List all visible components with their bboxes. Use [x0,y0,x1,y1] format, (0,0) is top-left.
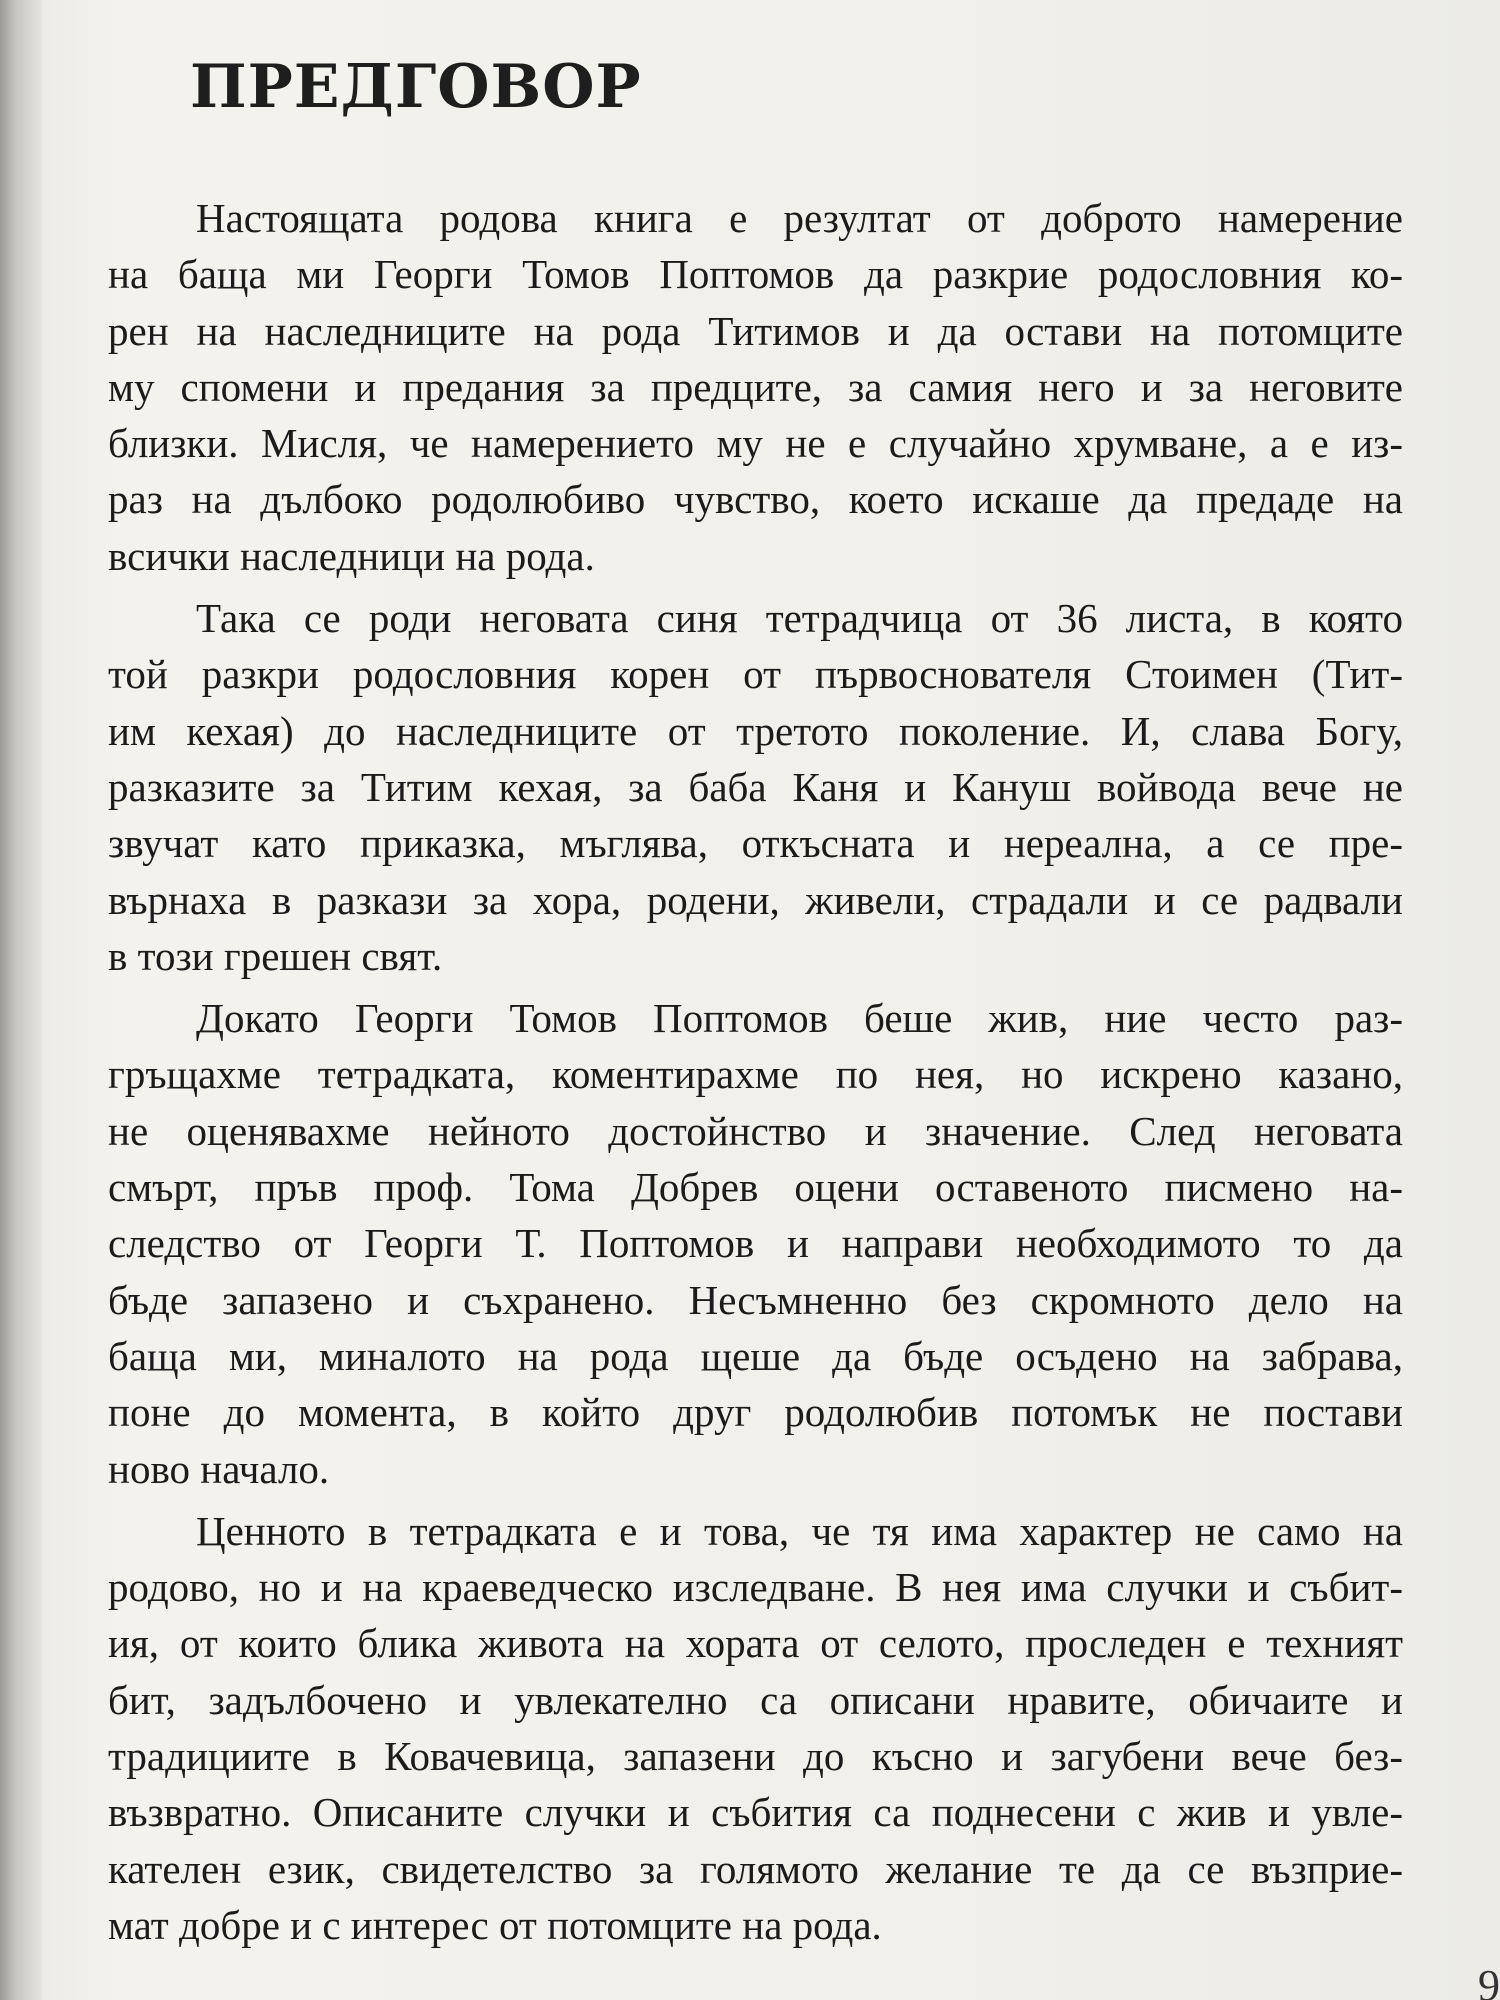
paragraph [108,1503,1403,1953]
text-line: му спомени и предания за предците, за самия него и за неговите [108,363,1403,410]
text-line: Ценното в тетрадката е и това, че тя има характер не само на [196,1507,1403,1554]
text-line: ия, от които блика живота на хората от селото, проследен е техният [108,1620,1403,1667]
text-line: в този грешен свят. [108,932,443,979]
paragraph [108,990,1403,1497]
text-line: гръщахме тетрадката, коментирахме по нея, но искрено казано, [108,1051,1403,1098]
text-line: разказите за Титим кехая, за баба Каня и Кануш войвода вече не [108,763,1403,810]
text-line: звучат като приказка, мъглява, откъсната и нереална, а се пре- [108,820,1403,867]
text-line: раз на дълбоко родолюбиво чувство, което искаше да предаде на [108,476,1403,523]
text-line: възвратно. Описаните случки и събития са поднесени с жив и увле- [108,1789,1403,1836]
text-line: Докато Георги Томов Поптомов беше жив, ние често раз- [196,995,1403,1042]
text-line: върнаха в разкази за хора, родени, живели, страдали и се радвали [108,876,1403,923]
text-line: им кехая) до наследниците от третото поколение. И, слава Богу, [108,707,1403,754]
text-line: баща ми, миналото на рода щеше да бъде осъдено на забрава, [108,1332,1403,1379]
text-line: на баща ми Георги Томов Поптомов да разкрие родословния ко- [108,251,1403,298]
text-line: бит, задълбочено и увлекателно са описани нравите, обичаите и [108,1676,1403,1723]
text-line: традициите в Ковачевица, запазени до късно и загубени вече без- [108,1733,1403,1780]
book-spine-shadow [0,0,42,2000]
paragraph [108,190,1403,584]
text-line: следство от Георги Т. Поптомов и направи необходимото то да [108,1220,1403,1267]
text-line: Настоящата родова книга е резултат от доброто намерение [196,195,1403,241]
page-title: ПРЕДГОВОР [190,52,642,122]
text-line: кателен език, свидетелство за голямото желание те да се възприе- [108,1845,1403,1892]
text-line: родово, но и на краеведческо изследване. В нея има случки и събит- [108,1564,1403,1611]
body-text [108,190,1403,1959]
text-line: близки. Мисля, че намерението му не е случайно хрумване, а е из- [108,420,1403,467]
text-line: бъде запазено и съхранено. Несъмненно без скромното дело на [108,1276,1403,1323]
text-line: смърт, пръв проф. Тома Добрев оцени оставеното писмено на- [108,1164,1403,1211]
paragraph [108,590,1403,984]
text-line: ново начало. [108,1445,330,1492]
page-number: 9 [1478,1961,1500,2000]
text-line: не оценявахме нейното достойнство и значение. След неговата [108,1107,1403,1154]
text-line: поне до момента, в който друг родолюбив потомък не постави [108,1389,1403,1436]
text-line: той разкри родословния корен от първоснователя Стоимен (Тит- [108,651,1403,698]
text-line: всички наследници на рода. [108,532,595,579]
text-line: рен на наследниците на рода Титимов и да остави на потомците [108,307,1403,354]
text-line: Така се роди неговата синя тетрадчица от 36 листа, в която [196,595,1403,642]
text-line: мат добре и с интерес от потомците на рода. [108,1901,882,1948]
